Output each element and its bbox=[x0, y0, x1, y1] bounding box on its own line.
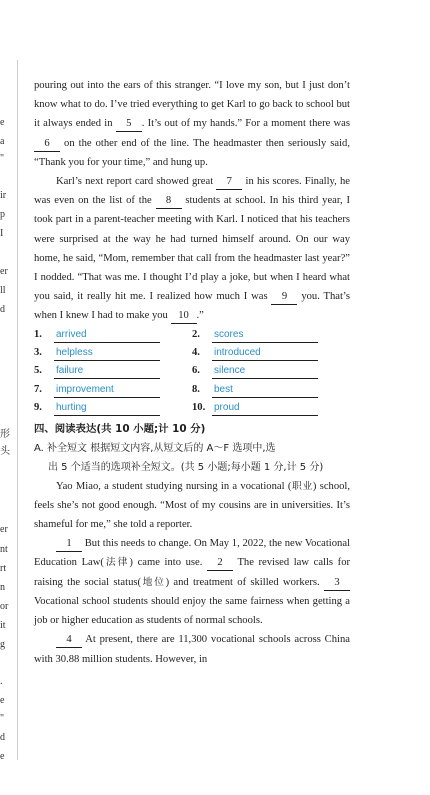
edge-fragment: it bbox=[0, 620, 6, 631]
passage-text: ) came into use. bbox=[129, 557, 208, 569]
answer-number: 8. bbox=[192, 383, 200, 395]
passage-text: on the other end of the line. The headmaster then seriously said, “Thank you for your time,” and hung up. bbox=[34, 137, 350, 168]
answer-item bbox=[192, 344, 350, 362]
passage-text: . It’s out of my hands.” For a moment there was bbox=[141, 118, 350, 130]
edge-fragment: ir bbox=[0, 190, 7, 201]
passage-text: Vocational school students should enjoy the same fairness when getting a job or higher education as students of normal schools. bbox=[34, 595, 350, 627]
blank-5: 5 bbox=[116, 117, 142, 132]
edge-fragment: . bbox=[0, 676, 3, 687]
passage-text: The revised law calls for raising the social status( bbox=[34, 557, 351, 588]
edge-fragment: e bbox=[0, 695, 5, 706]
answer-item bbox=[34, 399, 192, 417]
blank-10: 10 bbox=[171, 309, 197, 324]
edge-fragment: or bbox=[0, 601, 9, 612]
chinese-gloss: 职业 bbox=[291, 480, 313, 492]
blank-b2: 2 bbox=[207, 556, 233, 571]
answer-number: 5. bbox=[34, 365, 42, 377]
answer-grid bbox=[34, 326, 350, 418]
edge-fragment: a bbox=[0, 136, 5, 147]
answer-value: best bbox=[212, 383, 318, 398]
edge-fragment: " bbox=[0, 713, 5, 724]
answer-number: 4. bbox=[192, 347, 200, 359]
edge-fragment: d bbox=[0, 732, 5, 743]
answer-value: scores bbox=[212, 328, 318, 343]
blank-b3: 3 bbox=[324, 576, 350, 591]
answer-number: 1. bbox=[34, 328, 42, 340]
edge-fragment: nt bbox=[0, 544, 8, 555]
blank-b4: 4 bbox=[56, 633, 82, 648]
section-instruction bbox=[34, 439, 350, 477]
passage-text: At present, there are 11,300 vocational schools across China with 30.88 million students. However, in bbox=[34, 634, 350, 665]
answer-number: 3. bbox=[34, 347, 42, 359]
page-divider-line bbox=[17, 60, 18, 760]
answer-number: 6. bbox=[192, 365, 200, 377]
answer-value: hurting bbox=[54, 401, 160, 416]
passage-b-paragraph bbox=[34, 630, 350, 668]
edge-fragment: ll bbox=[0, 285, 6, 296]
answer-item bbox=[34, 344, 192, 362]
passage-text: you. That’s when I knew I had to make you bbox=[34, 291, 351, 322]
document-page bbox=[34, 76, 350, 669]
answer-item bbox=[192, 399, 350, 417]
chinese-gloss: 法律 bbox=[103, 557, 130, 569]
edge-fragment: d bbox=[0, 304, 5, 315]
answer-value: improvement bbox=[54, 383, 160, 398]
answer-number: 7. bbox=[34, 383, 42, 395]
passage-text: in his scores. Finally, he was even on the list of the bbox=[34, 176, 350, 207]
instruction-line: A. 补全短文 根据短文内容,从短文后的 A～F 选项中,选 bbox=[34, 442, 276, 454]
answer-value: introduced bbox=[212, 346, 318, 361]
passage-text: ) school, feels she’s not good enough. “Most of my cousins are in universities. It’s shameful for me,” she told a reporter. bbox=[34, 480, 351, 531]
passage-text: Yao Miao, a student studying nursing in a vocational ( bbox=[56, 480, 292, 492]
answer-number: 10. bbox=[192, 402, 206, 414]
passage-paragraph bbox=[34, 76, 350, 172]
passage-text: pouring out into the ears of this stranger. “I love my son, but I just don’t know what to do. I’ve tried everything to get Karl to go back to school but it always ended in bbox=[34, 80, 350, 130]
instruction-continuation: 出 5 个适当的选项补全短文。(共 5 小题;每小题 1 分,计 5 分) bbox=[48, 461, 324, 473]
answer-item bbox=[34, 362, 192, 380]
edge-fragment: 头 bbox=[0, 446, 10, 457]
answer-item bbox=[192, 326, 350, 344]
passage-text: .” bbox=[196, 310, 204, 322]
blank-7: 7 bbox=[216, 175, 242, 190]
edge-fragment: e bbox=[0, 751, 5, 762]
passage-text: But this needs to change. On May 1, 2022, the new Vocational Education Law( bbox=[34, 538, 350, 569]
answer-value: arrived bbox=[54, 328, 160, 343]
answer-item bbox=[34, 326, 192, 344]
edge-fragment: er bbox=[0, 524, 8, 535]
answer-item bbox=[34, 381, 192, 399]
edge-fragment: rt bbox=[0, 563, 7, 574]
answer-value: proud bbox=[212, 401, 318, 416]
edge-fragment: g bbox=[0, 639, 5, 650]
blank-8: 8 bbox=[156, 194, 182, 209]
edge-fragment: " bbox=[0, 153, 5, 164]
blank-b1: 1 bbox=[56, 537, 82, 552]
edge-fragment: I bbox=[0, 228, 4, 239]
edge-fragment: e bbox=[0, 117, 5, 128]
edge-fragment: er bbox=[0, 266, 8, 277]
answer-number: 9. bbox=[34, 402, 42, 414]
answer-number: 2. bbox=[192, 328, 200, 340]
answer-item bbox=[192, 381, 350, 399]
chinese-gloss: 地位 bbox=[141, 576, 166, 588]
passage-paragraph bbox=[34, 172, 350, 326]
section-heading: 四、阅读表达(共 10 小题;计 10 分) bbox=[34, 422, 206, 435]
passage-text: Karl’s next report card showed great bbox=[56, 176, 217, 188]
answer-value: silence bbox=[212, 364, 318, 379]
edge-fragment: 形 bbox=[0, 429, 10, 440]
answer-value: failure bbox=[54, 364, 160, 379]
passage-text: ) and treatment of skilled workers. bbox=[165, 576, 324, 588]
answer-value: helpless bbox=[54, 346, 160, 361]
blank-9: 9 bbox=[271, 290, 297, 305]
edge-fragment: n bbox=[0, 582, 5, 593]
blank-6: 6 bbox=[34, 137, 60, 152]
passage-b-paragraph bbox=[34, 477, 350, 535]
passage-text: students at school. In his third year, I took part in a parent-teacher meeting with Karl. I noticed that his teachers were surprised at the way he had turned himself around. On our way home, he said, “Mom, remember that call from the headmaster last year?” I nodded. “That was me. I thought I’d play a joke, but when I heard what you said, it really hit me. I realized how much I was bbox=[34, 195, 350, 303]
passage-b-paragraph bbox=[34, 534, 350, 630]
answer-item bbox=[192, 362, 350, 380]
edge-fragment: p bbox=[0, 209, 5, 220]
